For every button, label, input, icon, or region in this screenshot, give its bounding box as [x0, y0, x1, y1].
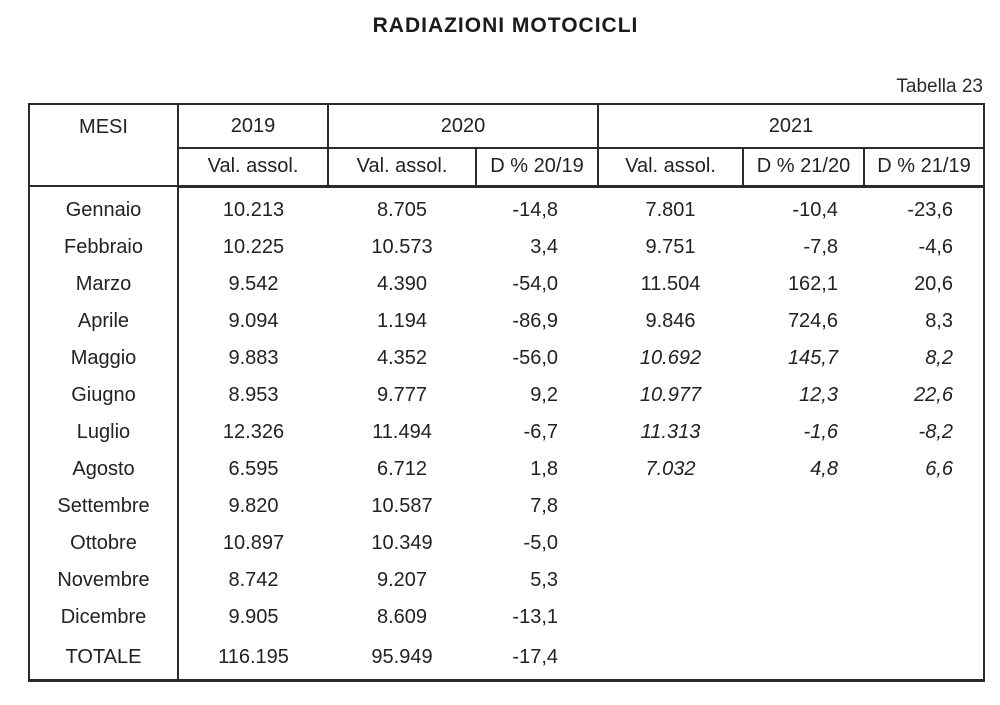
month-cell: Maggio: [29, 340, 178, 377]
v2020-cell: 9.777: [376, 384, 428, 406]
v2019-cell: 10.225: [222, 236, 285, 258]
table-row: [29, 266, 984, 303]
table-header: [29, 104, 984, 186]
v2020-cell: 10.349: [371, 532, 433, 554]
d2119-cell: [864, 599, 984, 636]
d2019-cell: -6,7: [523, 421, 558, 443]
d2119-cell: 6,6: [925, 458, 953, 480]
v2019-cell: 9.820: [228, 495, 279, 517]
month-cell: Aprile: [29, 303, 178, 340]
v2021-cell: 10.692: [639, 347, 702, 369]
d2120-cell: -10,4: [792, 199, 838, 221]
v2019-cell: 6.595: [228, 458, 279, 480]
d2019-cell: 1,8: [530, 458, 558, 480]
v2021-cell: 11.313: [640, 421, 701, 443]
d2019-cell: -54,0: [512, 273, 558, 295]
header-valassol-2021: Val. assol.: [598, 148, 743, 186]
table-row: [29, 488, 984, 525]
d2119-cell: -8,2: [918, 421, 953, 443]
header-year-2021: 2021: [598, 104, 984, 148]
header-valassol-2020: Val. assol.: [328, 148, 476, 186]
d2019-cell: 3,4: [530, 236, 558, 258]
table-row: [29, 192, 984, 229]
v2021-cell: 10.977: [639, 384, 702, 406]
v2021-cell: [598, 525, 743, 562]
d2019-cell: 7,8: [530, 495, 558, 517]
table-body: [29, 186, 984, 680]
d2120-cell: -7,8: [803, 236, 838, 258]
v2019-cell: 9.094: [228, 310, 279, 332]
d2120-cell: [743, 525, 864, 562]
d2120-cell: 4,8: [810, 458, 838, 480]
table-row: [29, 525, 984, 562]
month-cell: Luglio: [29, 414, 178, 451]
header-year-2019: 2019: [178, 104, 328, 148]
table-row: [29, 562, 984, 599]
d2119-cell: 8,2: [925, 347, 953, 369]
d2119-cell: [864, 488, 984, 525]
v2021-cell: [598, 488, 743, 525]
d2019-cell: -14,8: [512, 199, 558, 221]
table-row: [29, 303, 984, 340]
v2021-cell: 11.504: [640, 273, 701, 295]
v2021-cell: 7.801: [645, 199, 696, 221]
d2119-cell: [864, 525, 984, 562]
d2019-cell: -17,4: [512, 645, 558, 668]
header-years-row: [29, 104, 984, 148]
v2020-cell: 4.352: [376, 347, 428, 369]
month-cell: Marzo: [29, 266, 178, 303]
d2019-cell: -13,1: [512, 606, 558, 628]
d2119-cell: 20,6: [914, 273, 953, 295]
v2019-cell: 8.742: [228, 569, 279, 591]
v2020-cell: 8.705: [376, 199, 428, 221]
header-delta-21-20: D % 21/20: [743, 148, 864, 186]
v2021-cell: [598, 636, 743, 680]
header-mesi: MESI: [29, 104, 178, 186]
month-cell: Gennaio: [29, 192, 178, 229]
header-delta-20-19: D % 20/19: [476, 148, 598, 186]
d2120-cell: [743, 599, 864, 636]
header-year-2020: 2020: [328, 104, 598, 148]
v2021-cell: 9.751: [645, 236, 696, 258]
month-cell: Agosto: [29, 451, 178, 488]
d2119-cell: 8,3: [925, 310, 953, 332]
header-delta-21-19: D % 21/19: [864, 148, 984, 186]
v2021-cell: [598, 562, 743, 599]
v2020-cell: 95.949: [371, 645, 433, 668]
v2019-cell: 12.326: [222, 421, 285, 443]
table-number-label: Tabella 23: [896, 76, 983, 97]
d2120-cell: 12,3: [799, 384, 838, 406]
d2019-cell: -5,0: [523, 532, 558, 554]
v2019-cell: 9.905: [228, 606, 279, 628]
d2019-cell: 9,2: [530, 384, 558, 406]
d2120-cell: 162,1: [787, 273, 838, 295]
table-row: [29, 229, 984, 266]
month-cell: Novembre: [29, 562, 178, 599]
d2019-cell: 5,3: [530, 569, 558, 591]
d2019-cell: -86,9: [512, 310, 558, 332]
v2020-cell: 6.712: [376, 458, 428, 480]
d2120-cell: [743, 488, 864, 525]
v2019-cell: 9.883: [228, 347, 279, 369]
d2120-cell: -1,6: [803, 421, 838, 443]
d2120-cell: 724,6: [787, 310, 838, 332]
d2120-cell: [743, 562, 864, 599]
v2020-cell: 1.194: [376, 310, 428, 332]
d2119-cell: -23,6: [907, 199, 953, 221]
header-valassol-2019: Val. assol.: [178, 148, 328, 186]
v2021-cell: 7.032: [645, 458, 696, 480]
table-row-total: [29, 636, 984, 680]
month-cell: Dicembre: [29, 599, 178, 636]
month-cell: Ottobre: [29, 525, 178, 562]
v2020-cell: 10.573: [371, 236, 433, 258]
month-cell: Giugno: [29, 377, 178, 414]
d2119-cell: [864, 636, 984, 680]
d2119-cell: -4,6: [918, 236, 953, 258]
radiazioni-motocicli-table: [28, 103, 985, 682]
v2020-cell: 9.207: [376, 569, 428, 591]
v2019-cell: 116.195: [218, 645, 289, 668]
v2020-cell: 8.609: [376, 606, 428, 628]
page-title: RADIAZIONI MOTOCICLI: [372, 14, 639, 37]
table-row: [29, 451, 984, 488]
v2019-cell: 10.213: [222, 199, 285, 221]
month-cell: TOTALE: [29, 636, 178, 680]
table-row: [29, 599, 984, 636]
v2021-cell: [598, 599, 743, 636]
table-row: [29, 414, 984, 451]
d2120-cell: [743, 636, 864, 680]
d2119-cell: 22,6: [914, 384, 953, 406]
d2019-cell: -56,0: [512, 347, 558, 369]
table-container: [28, 103, 985, 682]
month-cell: Settembre: [29, 488, 178, 525]
v2020-cell: 4.390: [376, 273, 428, 295]
v2019-cell: 8.953: [228, 384, 279, 406]
month-cell: Febbraio: [29, 229, 178, 266]
d2120-cell: 145,7: [787, 347, 838, 369]
table-row: [29, 377, 984, 414]
v2019-cell: 10.897: [222, 532, 285, 554]
v2020-cell: 11.494: [372, 421, 432, 443]
table-row: [29, 340, 984, 377]
v2021-cell: 9.846: [645, 310, 696, 332]
v2020-cell: 10.587: [371, 495, 433, 517]
v2019-cell: 9.542: [228, 273, 279, 295]
d2119-cell: [864, 562, 984, 599]
